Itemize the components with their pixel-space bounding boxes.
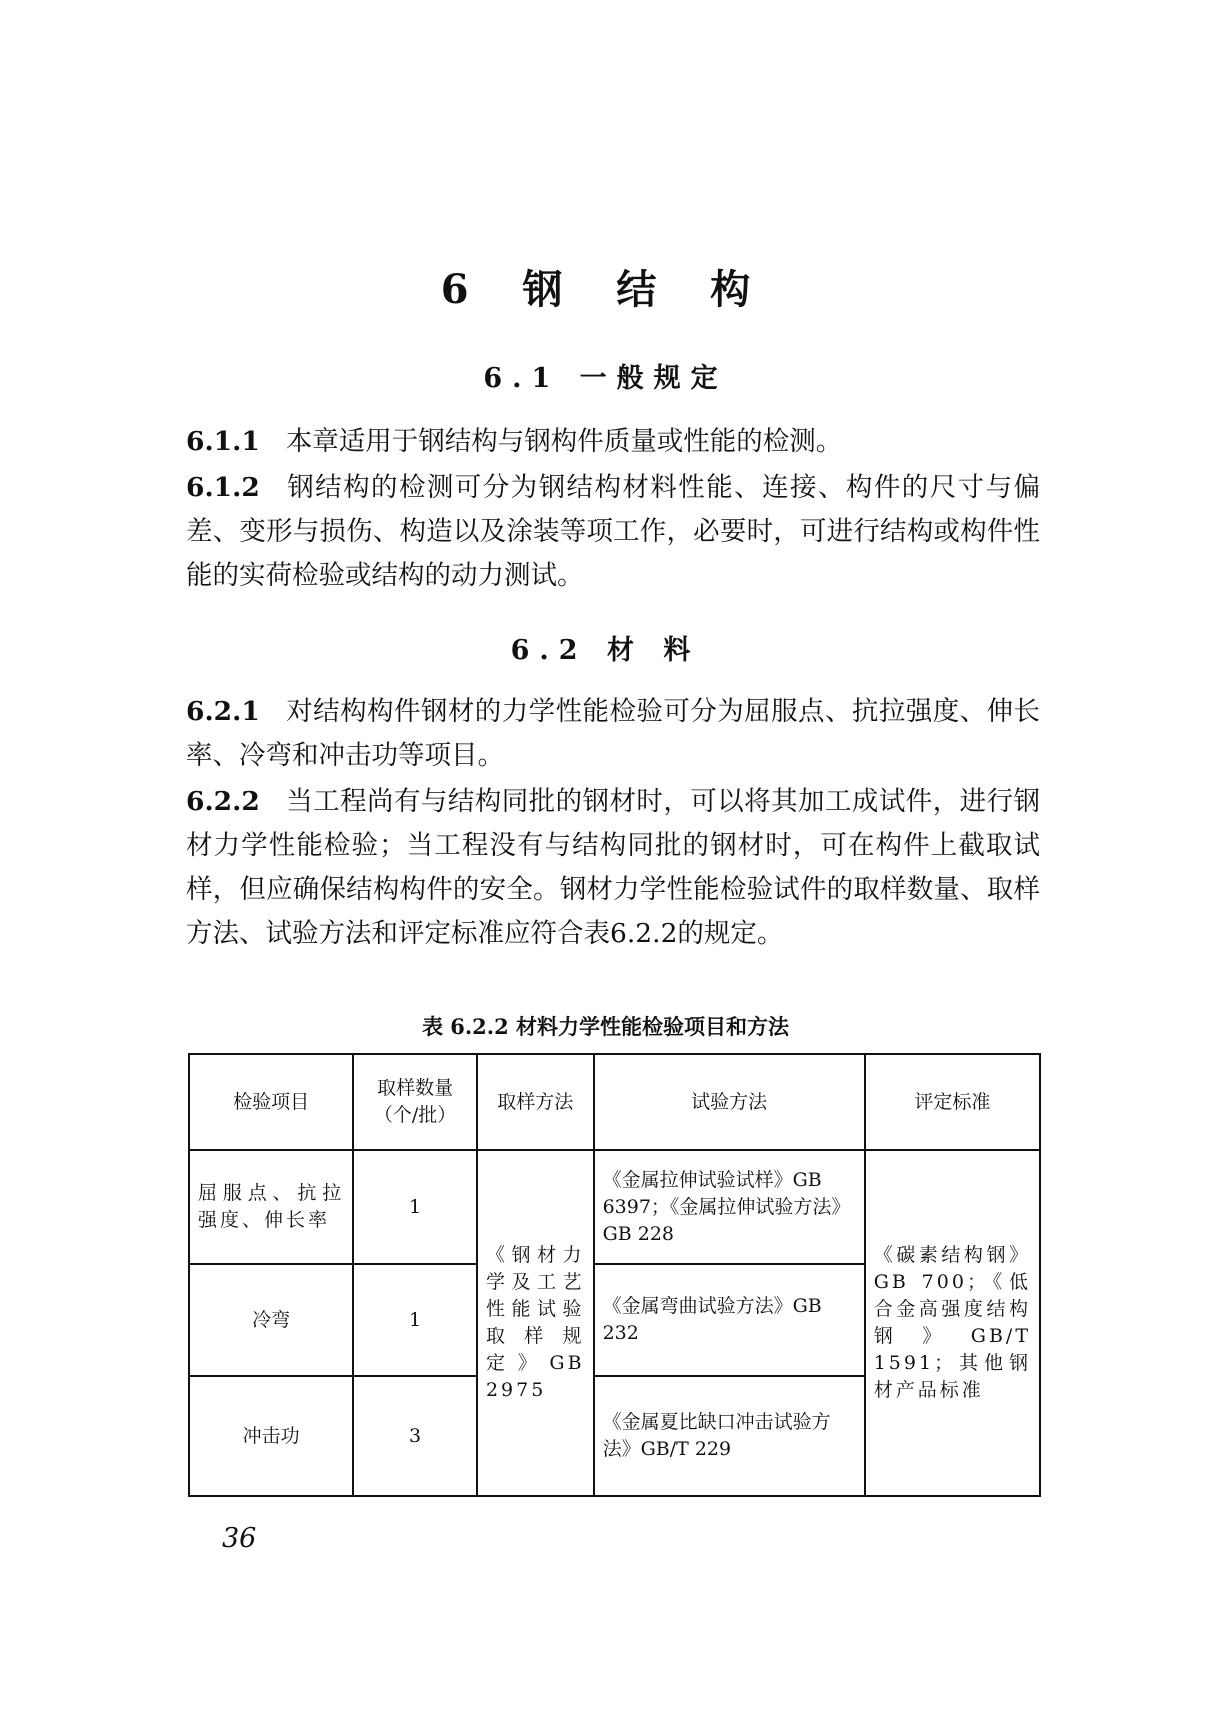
row-item: 冷弯 (189, 1264, 353, 1376)
section-title-6-1: 6.1 一般规定 (483, 363, 728, 394)
row-quantity: 1 (353, 1264, 477, 1376)
clause-number: 6.2.1 (186, 696, 260, 727)
clause-text: 对结构构件钢材的力学性能检验可分为屈服点、抗拉强度、伸长率、冷弯和冲击功等项目。 (186, 696, 1040, 771)
clause-text: 当工程尚有与结构同批的钢材时，可以将其加工成试件，进行钢材力学性能检验；当工程没有与结构同批的钢材时，可在构件上截取试样，但应确保结构构件的安全。钢材力学性能检验试件的取样数量、取样方法、试验方法和评定标准应符合表6.2.2的规定。 (186, 786, 1040, 949)
row-quantity: 1 (353, 1150, 477, 1264)
clause-text: 本章适用于钢结构与钢构件质量或性能的检测。 (285, 426, 843, 457)
row-item: 冲击功 (189, 1376, 353, 1496)
page-number: 36 (222, 1523, 257, 1554)
clause-6-2-2 (186, 780, 1040, 956)
clause-number: 6.1.2 (186, 472, 260, 503)
test-methods-table (188, 1053, 1041, 1497)
header-evaluation-standard: 评定标准 (865, 1054, 1040, 1150)
clause-number: 6.1.1 (186, 426, 260, 457)
clause-number: 6.2.2 (186, 786, 260, 817)
header-test-method: 试验方法 (594, 1054, 865, 1150)
row-test-method: 《金属弯曲试验方法》GB 232 (594, 1264, 865, 1376)
clause-6-2-1 (186, 690, 1040, 778)
evaluation-standard-cell: 《碳素结构钢》GB 700；《低合金高强度结构钢》GB/T 1591；其他钢材产品标准 (865, 1150, 1040, 1496)
chapter-title: 6 钢 结 构 (440, 266, 771, 313)
table-row (189, 1150, 1040, 1264)
row-quantity: 3 (353, 1376, 477, 1496)
section-title-6-2: 6.2 材 料 (510, 635, 701, 666)
table-header-row (189, 1054, 1040, 1150)
header-item: 检验项目 (189, 1054, 353, 1150)
row-test-method: 《金属夏比缺口冲击试验方法》GB/T 229 (594, 1376, 865, 1496)
clause-6-1-1 (186, 420, 1040, 464)
row-item: 屈服点、抗拉强度、伸长率 (189, 1150, 353, 1264)
row-test-method: 《金属拉伸试验试样》GB 6397；《金属拉伸试验方法》GB 228 (594, 1150, 865, 1264)
clause-6-1-2 (186, 466, 1040, 598)
table-caption: 表 6.2.2 材料力学性能检验项目和方法 (421, 1014, 790, 1039)
sampling-method-cell: 《钢材力学及工艺性能试验取样规定》GB 2975 (477, 1150, 594, 1496)
header-sampling-method: 取样方法 (477, 1054, 594, 1150)
header-quantity: 取样数量（个/批） (353, 1054, 477, 1150)
clause-text: 钢结构的检测可分为钢结构材料性能、连接、构件的尺寸与偏差、变形与损伤、构造以及涂装等项工作，必要时，可进行结构或构件性能的实荷检验或结构的动力测试。 (186, 472, 1040, 591)
